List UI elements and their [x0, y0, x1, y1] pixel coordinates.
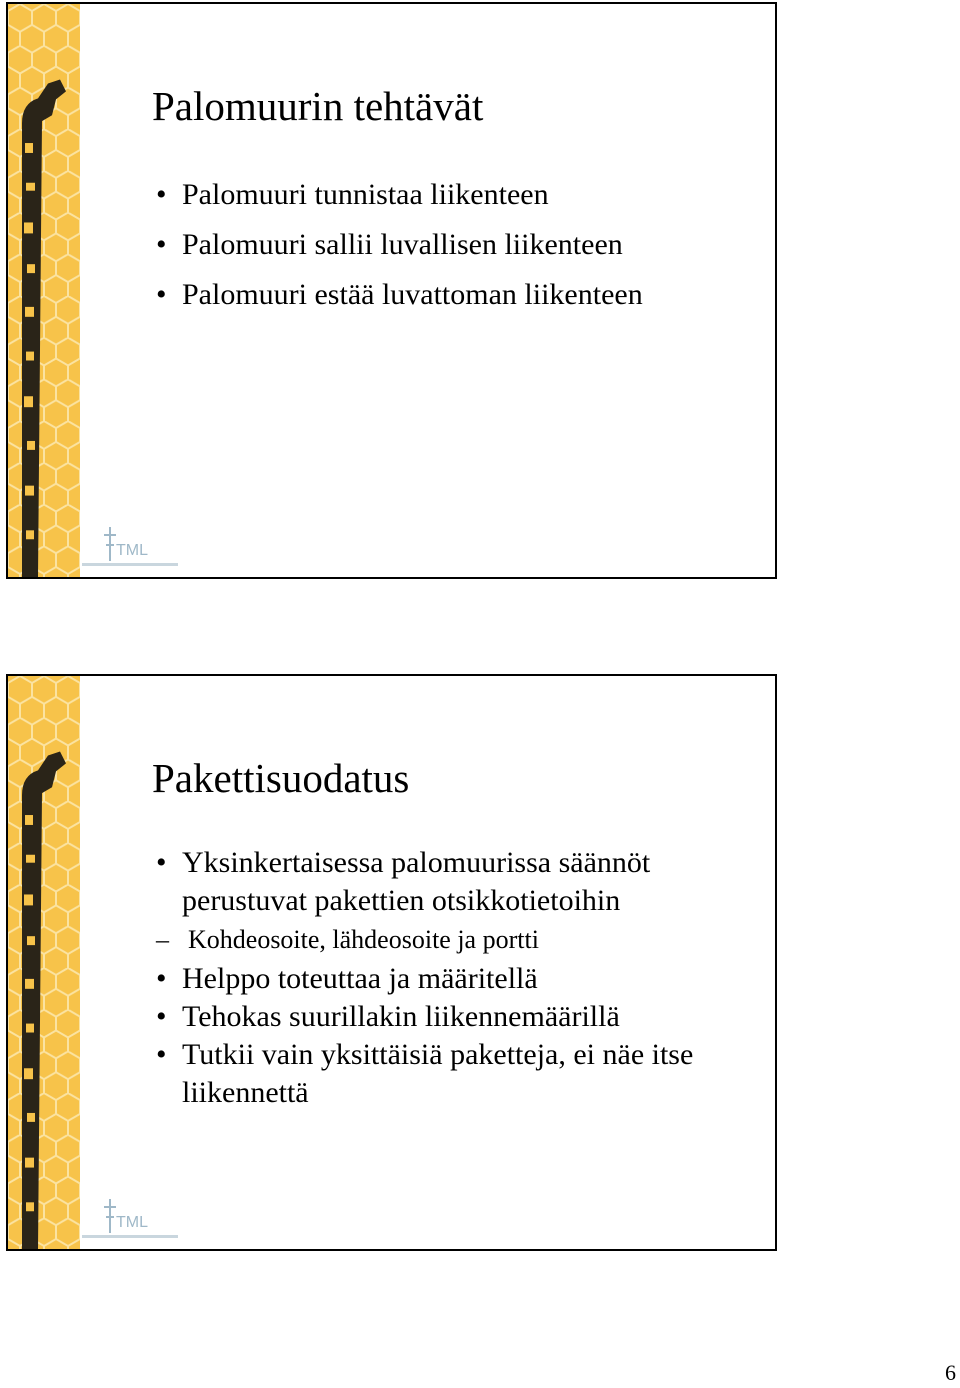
honeycomb-giraffe-decoration	[8, 4, 80, 577]
slide-title: Palomuurin tehtävät	[152, 83, 484, 129]
bullet-list	[152, 177, 643, 327]
bullet-list	[152, 844, 752, 1112]
bullet-item: • Tutkii vain yksittäisiä paketteja, ei näe itse liikennettä	[152, 1036, 752, 1112]
bullet-item: • Helppo toteuttaa ja määritellä	[152, 960, 752, 998]
slide-title: Pakettisuodatus	[152, 755, 410, 801]
logo-text: TML	[116, 542, 148, 559]
bullet-item: • Tehokas suurillakin liikennemäärillä	[152, 998, 752, 1036]
tml-logo	[80, 1193, 190, 1245]
slide-1	[6, 2, 777, 579]
bullet-item: • Palomuuri sallii luvallisen liikenteen	[152, 227, 643, 263]
bullet-item: • Yksinkertaisessa palomuurissa säännöt perustuvat pakettien otsikkotietoihin	[152, 844, 752, 920]
bullet-item: • Palomuuri tunnistaa liikenteen	[152, 177, 643, 213]
logo-text: TML	[116, 1214, 148, 1231]
slide-2	[6, 674, 777, 1251]
honeycomb-giraffe-decoration	[8, 676, 80, 1249]
bullet-item: • Palomuuri estää luvattoman liikenteen	[152, 277, 643, 313]
page-number: 6	[945, 1360, 956, 1385]
sub-bullet-item: – Kohdeosoite, lähdeosoite ja portti	[152, 920, 752, 960]
tml-logo	[80, 521, 190, 573]
